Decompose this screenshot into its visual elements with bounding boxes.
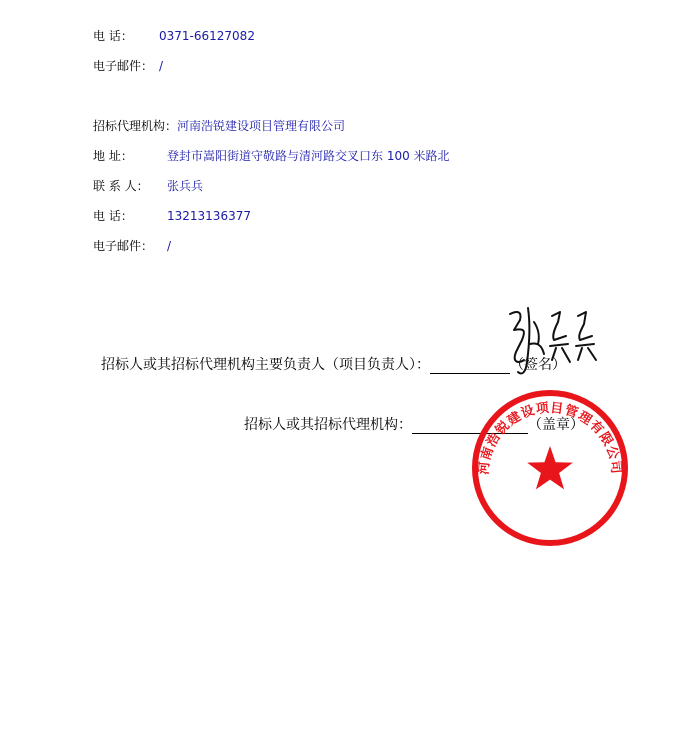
principal-signature-row — [101, 356, 566, 374]
agency-contact-value: 张兵兵 — [167, 179, 204, 193]
principal-signature-line — [430, 359, 510, 374]
tenderer-email-row — [93, 58, 163, 74]
agency-contact-label: 联 系 人： — [93, 179, 149, 193]
agency-address-label: 地 址： — [93, 149, 133, 163]
seal-star-icon — [527, 446, 573, 489]
seal-text: 河南浩锐建设项目管理有限公司 — [476, 400, 624, 476]
agency-email-value: / — [167, 239, 172, 253]
agency-email-label: 电子邮件： — [93, 239, 154, 253]
email-value: / — [159, 59, 164, 73]
tenderer-phone-row — [93, 28, 255, 44]
agency-phone-label: 电 话： — [93, 209, 133, 223]
agency-address-row — [93, 148, 450, 164]
org-label: 招标人或其招标代理机构： — [244, 417, 412, 433]
agency-phone-value: 13213136377 — [167, 209, 251, 223]
agency-name-value: 河南浩锐建设项目管理有限公司 — [177, 119, 346, 133]
phone-label: 电 话： — [93, 29, 133, 43]
org-suffix: （盖章） — [528, 417, 584, 433]
email-label: 电子邮件： — [93, 59, 154, 73]
agency-email-row — [93, 238, 171, 254]
principal-label: 招标人或其招标代理机构主要负责人（项目负责人）： — [101, 357, 430, 373]
principal-suffix: （签名） — [510, 357, 566, 373]
company-seal — [470, 388, 630, 548]
handwritten-signature — [500, 300, 610, 382]
agency-name-label: 招标代理机构： — [93, 119, 178, 133]
phone-value: 0371-66127082 — [159, 29, 255, 43]
agency-contact-row — [93, 178, 203, 194]
agency-name-row — [93, 118, 345, 134]
agency-phone-row — [93, 208, 251, 224]
agency-address-value: 登封市嵩阳街道守敬路与清河路交叉口东 100 米路北 — [167, 149, 450, 163]
